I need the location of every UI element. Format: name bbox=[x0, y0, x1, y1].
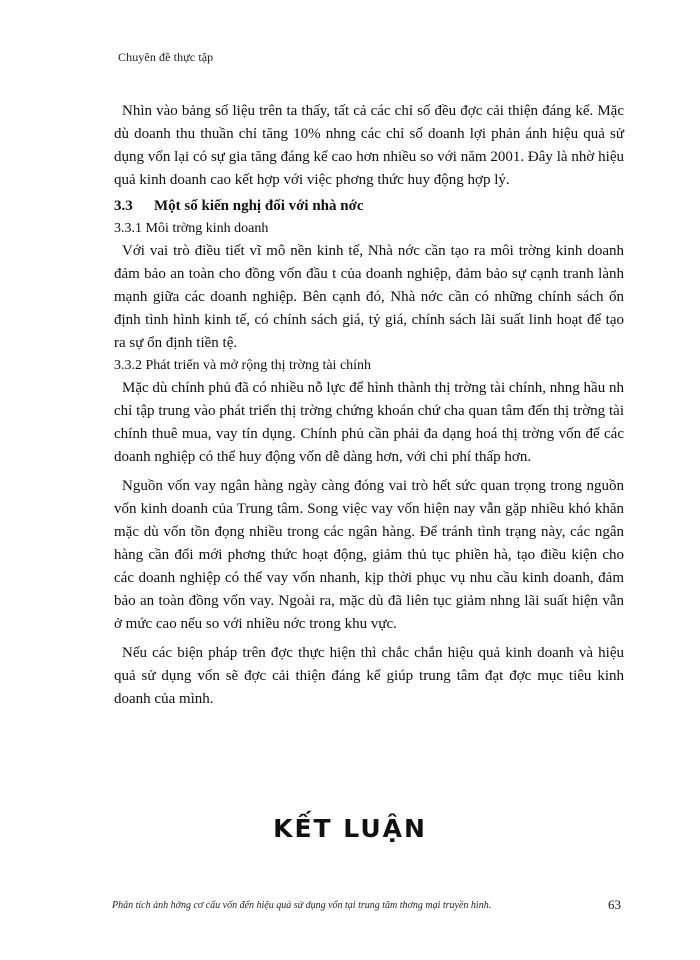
section-number: 3.3 bbox=[114, 198, 133, 214]
section-heading bbox=[114, 194, 624, 218]
paragraph-summary: Nếu các biện pháp trên đợc thực hiện thì chắc chắn hiệu quả kinh doanh và hiệu quả sử dụng vốn sẽ đợc cải thiện đáng kể giúp trung tâm đạt đợc mục tiêu kinh doanh của mình. bbox=[114, 645, 624, 707]
document-body bbox=[114, 100, 624, 711]
paragraph-financial-market: Mặc dù chính phủ đã có nhiều nỗ lực để hình thành thị trờng tài chính, nhng hầu nh chỉ tập trung vào phát triển thị trờng chứng khoán chứ cha quan tâm đến thị trờng tài chính thuê mua, vay tín dụng. Chính phủ cần phải đa dạng hoá thị trờng vốn để các doanh nghiệp có thể huy động vốn dễ dàng hơn, với chi phí thấp hơn. bbox=[114, 380, 624, 465]
paragraph-business-environment: Với vai trò điều tiết vĩ mô nền kinh tế, Nhà nớc cần tạo ra môi trờng kinh doanh đảm bảo an toàn cho đồng vốn đầu t của doanh nghiệp, đảm bảo sự cạnh tranh lành mạnh giữa các doanh nghiệp. Bên cạnh đó, Nhà nớc cần có những chính sách ổn định tình hình kinh tế, có chính sách giá, tỷ giá, chính sách lãi suất linh hoạt để tạo ra sự ổn định tiền tệ. bbox=[114, 243, 624, 351]
conclusion-heading: KẾT LUẬN bbox=[273, 814, 427, 843]
paragraph-analysis: Nhìn vào bảng số liệu trên ta thấy, tất cả các chỉ số đều đợc cải thiện đáng kể. Mặc dù doanh thu thuần chỉ tăng 10% nhng các chỉ số doanh lợi phản ánh hiệu quả sử dụng vốn lại có sự gia tăng đáng kể cao hơn nhiều so với năm 2001. Đây là nhờ hiệu quả kinh doanh cao kết hợp với việc phơng thức huy động hợp lý. bbox=[114, 103, 624, 188]
page-number: 63 bbox=[608, 897, 621, 912]
subsection-heading-business-environment: 3.3.1 Môi trờng kinh doanh bbox=[114, 221, 269, 236]
page-header: Chuyên đề thực tập bbox=[118, 50, 214, 64]
section-title: Một số kiến nghị đối với nhà nớc bbox=[154, 198, 364, 214]
subsection-heading-financial-market: 3.3.2 Phát triển và mở rộng thị trờng tài chính bbox=[114, 358, 372, 373]
page-footer: Phân tích ảnh hởng cơ cấu vốn đến hiệu quả sử dụng vốn tại trung tâm thơng mại truyền hình. bbox=[112, 900, 492, 911]
paragraph-bank-loans: Nguồn vốn vay ngân hàng ngày càng đóng vai trò hết sức quan trọng trong nguồn vốn kinh doanh của Trung tâm. Song việc vay vốn hiện nay vẫn gặp nhiều khó khăn mặc dù vốn tồn đọng nhiều trong các ngân hàng. Để tránh tình trạng này, các ngân hàng cần đổi mới phơng thức hoạt động, giảm thủ tục phiền hà, tạo điều kiện cho các doanh nghiệp có thể vay vốn nhanh, kịp thời phục vụ nhu cầu kinh doanh, đảm bảo an toàn đồng vốn vay. Ngoài ra, mặc dù đã liên tục giảm nhng lãi suất hiện vẫn ở mức cao nếu so với nhiều nớc trong khu vực. bbox=[114, 478, 624, 632]
